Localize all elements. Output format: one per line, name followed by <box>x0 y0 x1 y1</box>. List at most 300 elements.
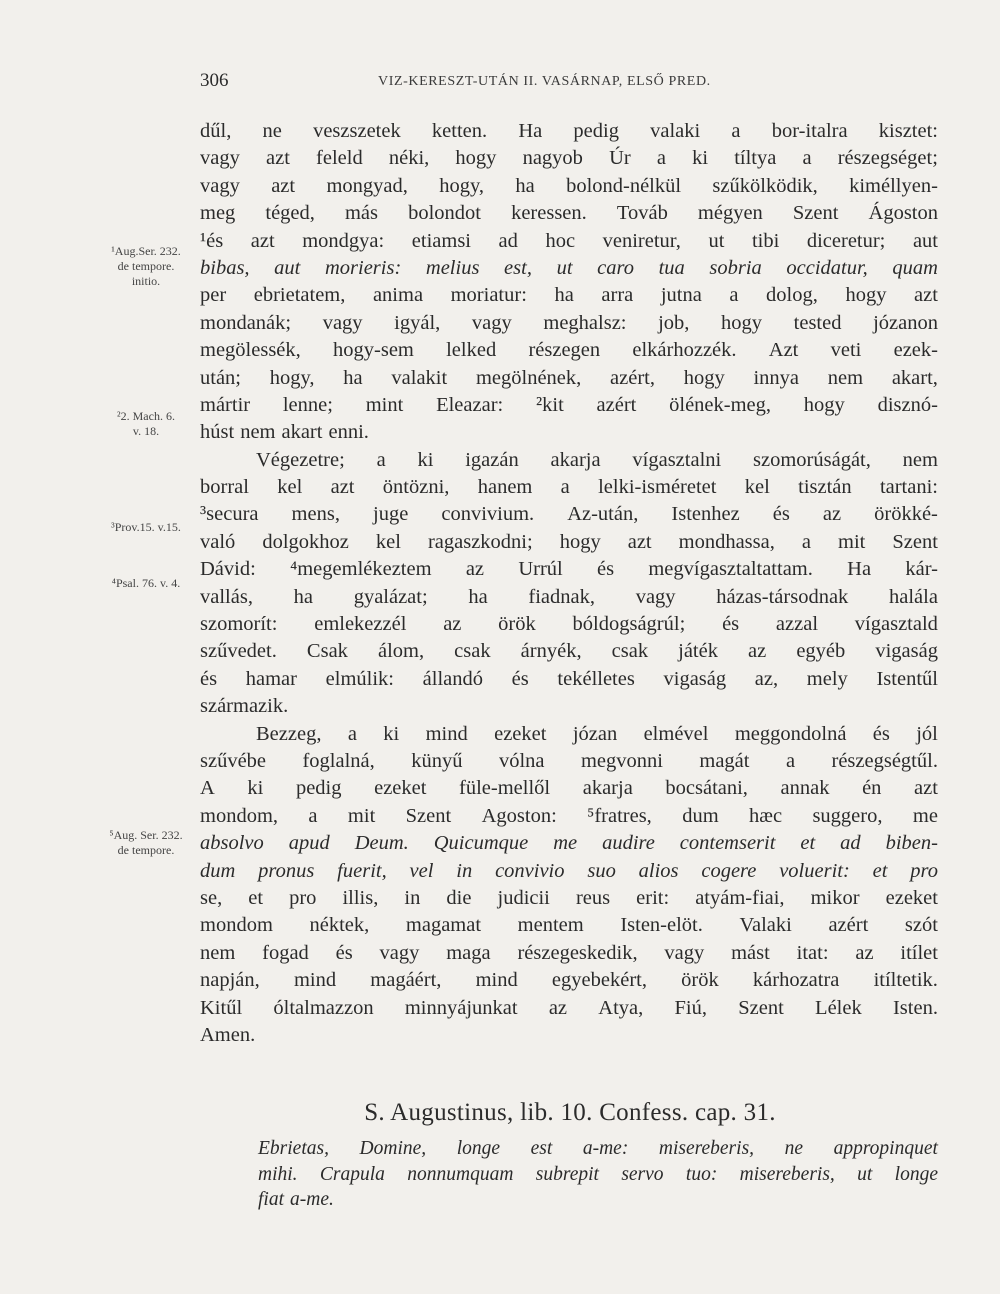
page-header <box>200 70 960 98</box>
word: diceretur; <box>806 229 886 252</box>
word: téged, <box>265 202 315 225</box>
word: Domine, <box>359 1138 427 1159</box>
word: öntözni, <box>382 476 450 499</box>
word: azt <box>271 174 296 197</box>
body-line <box>200 885 938 912</box>
word: a <box>656 147 666 170</box>
word: Lélek <box>815 996 862 1019</box>
word: húst <box>200 421 235 444</box>
body-line <box>200 282 938 309</box>
word: a <box>802 147 812 170</box>
word: ki <box>417 448 434 471</box>
word: füle-mellől <box>459 777 551 800</box>
word: néki, <box>388 147 430 170</box>
word: job, <box>658 311 690 334</box>
body-line <box>200 638 938 665</box>
word: szűkölködik, <box>712 174 818 197</box>
word: magát <box>699 749 750 772</box>
word: lelked <box>446 339 497 362</box>
word: kár- <box>905 558 938 581</box>
word: apud <box>288 832 330 855</box>
word: az <box>748 640 767 663</box>
word: Isten. <box>892 996 938 1019</box>
word: tisztán <box>798 476 852 499</box>
word: mihi. <box>258 1163 298 1185</box>
word: és <box>722 613 740 636</box>
word: ne <box>784 1138 803 1159</box>
word: Bezzeg, <box>256 722 322 745</box>
word: az, <box>754 667 779 690</box>
word: moriatur: <box>450 284 527 307</box>
word: pro <box>910 859 938 882</box>
word: veniretur, <box>602 229 681 252</box>
word: mint <box>365 393 404 416</box>
word: mit <box>347 804 376 827</box>
word: Szent <box>892 530 938 553</box>
word: ut <box>857 1163 873 1185</box>
word: ²kit <box>535 393 564 416</box>
word: ezeket <box>885 886 938 909</box>
word: mongyad, <box>326 174 408 197</box>
word: hogy, <box>269 366 315 389</box>
word: házas-társodnak <box>716 585 849 608</box>
word: való <box>200 530 236 553</box>
word: Azt <box>768 339 799 362</box>
word: mind <box>475 969 518 992</box>
body-line <box>200 529 938 556</box>
word: ezek- <box>893 339 938 362</box>
word: Amen. <box>200 1023 256 1046</box>
word: állandó <box>422 667 483 690</box>
word: Istenhez <box>671 503 740 526</box>
body-line <box>200 419 938 446</box>
word: árnyék, <box>520 640 582 663</box>
word: Istentűl <box>876 667 938 690</box>
word: nem <box>240 421 276 444</box>
word: meggondolná <box>734 722 847 745</box>
word: Ha <box>518 120 543 142</box>
word: vagy <box>322 311 363 334</box>
word: hogy <box>845 284 887 307</box>
word: absolvo <box>200 832 264 855</box>
word: ut <box>708 229 725 252</box>
word: hæc <box>749 804 783 827</box>
word: in <box>456 859 473 882</box>
word: Deum. <box>354 832 409 855</box>
word: igazán <box>465 448 519 471</box>
word: azért, <box>610 366 655 389</box>
word: mondgya: <box>302 229 385 252</box>
word: mást <box>731 941 770 964</box>
body-line <box>200 228 938 255</box>
word: alios <box>638 859 679 882</box>
margin-note-1 <box>92 244 200 289</box>
word: álom, <box>377 640 425 663</box>
word: bibas, <box>200 256 250 279</box>
word: vigaság <box>663 667 727 690</box>
word: occidatur, <box>786 256 868 279</box>
word: szót <box>904 914 938 937</box>
word: lelki-isméretet <box>598 476 717 499</box>
word: az <box>548 996 568 1019</box>
word: lenne; <box>282 393 333 416</box>
word: maga <box>446 941 491 964</box>
word: emlekezzél <box>314 613 407 636</box>
word: szűvedet. <box>200 640 277 663</box>
word: ¹és <box>200 229 224 252</box>
body-line <box>200 255 938 282</box>
margin-note-line: ¹Aug.Ser. 232. <box>111 244 181 258</box>
word: vel <box>409 859 434 882</box>
word: itíltetik. <box>873 969 938 992</box>
word: Valaki <box>739 914 792 937</box>
word: innya <box>753 366 800 389</box>
word: megvonni <box>580 749 663 772</box>
body-line <box>200 474 938 501</box>
word: pedig <box>573 120 619 142</box>
word: ezeket <box>494 722 547 745</box>
word: nonnumquam <box>407 1163 514 1185</box>
word: és <box>772 503 790 526</box>
word: hogy <box>559 530 601 553</box>
word: kel <box>744 476 770 499</box>
word: megölnének, <box>475 366 582 389</box>
body-line <box>200 912 938 939</box>
word: est, <box>504 256 532 279</box>
word: voluerit: <box>779 859 850 882</box>
word: bolondot <box>408 202 481 225</box>
word: feleld <box>316 147 363 170</box>
body-line <box>200 145 938 172</box>
body-line <box>200 1022 938 1049</box>
word: a <box>347 722 357 745</box>
word: egyebekért, <box>551 969 647 992</box>
body-line <box>200 666 938 693</box>
word: Végezetre; <box>256 448 345 471</box>
word: játék <box>678 640 718 663</box>
word: ha <box>343 366 363 389</box>
word: mentem <box>517 914 584 937</box>
word: és <box>200 667 218 690</box>
word: örökké- <box>874 503 938 526</box>
word: akarja <box>550 448 601 471</box>
word: kel <box>375 530 401 553</box>
word: tartani: <box>879 476 938 499</box>
word: az <box>443 613 462 636</box>
word: szomorúságát, <box>753 448 871 471</box>
margin-note-3 <box>92 520 200 535</box>
word: ki <box>383 722 400 745</box>
word: részegségtűl. <box>831 749 938 772</box>
word: azt <box>914 777 938 800</box>
margin-note-line: ³Prov.15. v.15. <box>111 520 181 534</box>
word: aut <box>274 256 301 279</box>
word: ölének-meg, <box>669 393 772 416</box>
word: a <box>801 530 811 553</box>
word: ⁵fratres, <box>587 804 652 827</box>
word: in <box>404 886 421 909</box>
word: die <box>446 886 472 909</box>
word: veti <box>830 339 862 362</box>
source-heading: S. Augustinus, lib. 10. Confess. cap. 31. <box>364 1099 776 1126</box>
body-line <box>200 995 938 1022</box>
word: illis, <box>342 886 379 909</box>
word: a <box>729 284 739 307</box>
margin-note-line: v. 18. <box>132 424 160 438</box>
word: Atya, <box>598 996 644 1019</box>
word: gyalázat; <box>353 585 428 608</box>
word: pedig <box>295 777 342 800</box>
quote-line <box>258 1136 938 1162</box>
word: foglalná, <box>302 749 375 772</box>
word: Csak <box>306 640 348 663</box>
word: vagy <box>200 174 240 197</box>
word: magáért, <box>370 969 442 992</box>
word: meghalsz: <box>543 311 627 334</box>
word: judicii <box>497 886 550 909</box>
word: kiméllyen- <box>849 174 938 197</box>
word: contemserit <box>679 832 776 855</box>
word: hogy <box>683 366 725 389</box>
margin-note-line: de tempore. <box>117 843 175 857</box>
body-line <box>200 310 938 337</box>
body-line <box>200 365 938 392</box>
word: tested <box>793 311 842 334</box>
word: mondom, <box>200 804 279 827</box>
word: azt <box>250 229 275 252</box>
word: mondom <box>200 914 273 937</box>
body-line <box>200 775 938 802</box>
word: morieris: <box>324 256 402 279</box>
word: pro <box>289 886 317 909</box>
body-line <box>200 556 938 583</box>
word: ad <box>498 229 518 252</box>
word: künyű <box>411 749 463 772</box>
body-text <box>200 118 938 1049</box>
margin-note-2 <box>92 409 200 439</box>
word: atyám-fiai, <box>695 886 785 909</box>
word: ki <box>692 147 709 170</box>
word: ki <box>247 777 264 800</box>
word: dűl, <box>200 120 232 142</box>
word: Úr <box>609 147 631 170</box>
word: más <box>344 202 379 225</box>
body-line <box>200 940 938 967</box>
word: Kitűl <box>200 996 243 1019</box>
word: ezeket <box>374 777 427 800</box>
word: dum <box>200 859 236 882</box>
word: audire <box>602 832 655 855</box>
word: longe <box>894 1163 938 1185</box>
word: ragaszkodni; <box>427 530 533 553</box>
word: biben- <box>885 832 938 855</box>
word: hogy <box>721 311 763 334</box>
word: caro <box>597 256 634 279</box>
word: ha <box>293 585 313 608</box>
word: bolond-nélkül <box>566 174 682 197</box>
word: mikor <box>810 886 860 909</box>
word: aut <box>912 229 938 252</box>
word: hogy, <box>439 174 485 197</box>
word: a <box>731 120 741 142</box>
word: szomorít: <box>200 613 278 636</box>
word: Ha <box>847 558 872 581</box>
word: az <box>855 941 874 964</box>
word: mondhassa, <box>678 530 775 553</box>
word: disznó- <box>877 393 938 416</box>
word: tibi <box>751 229 780 252</box>
body-line <box>200 501 938 528</box>
word: vólna <box>498 749 545 772</box>
word: mind <box>425 722 468 745</box>
word: vigaság <box>875 640 938 663</box>
word: a <box>376 448 386 471</box>
body-line <box>200 858 938 885</box>
word: ne <box>262 120 282 142</box>
word: borral <box>200 476 249 499</box>
word: egyéb <box>796 640 846 663</box>
word: a <box>785 749 796 772</box>
word: néktek, <box>309 914 370 937</box>
word: servo <box>621 1163 664 1185</box>
word: és <box>511 667 529 690</box>
word: kárhozatra <box>752 969 840 992</box>
word: Fiú, <box>674 996 707 1019</box>
word: mit <box>838 530 866 553</box>
word: vagy <box>664 941 705 964</box>
word: ⁴megemlékeztem <box>290 558 432 581</box>
word: vagy <box>471 311 512 334</box>
word: longe <box>456 1138 501 1159</box>
margin-note-line: ⁵Aug. Ser. 232. <box>109 828 183 842</box>
word: a <box>308 804 318 827</box>
word: et <box>800 832 816 855</box>
word: magamat <box>405 914 482 937</box>
word: ha <box>515 174 535 197</box>
word: anima <box>372 284 424 307</box>
word: dum <box>682 804 719 827</box>
word: szűvébe <box>200 749 267 772</box>
word: appropinquet <box>833 1138 938 1159</box>
word: Dávid: <box>200 558 256 581</box>
word: napján, <box>200 969 260 992</box>
margin-note-4 <box>92 576 200 591</box>
body-line <box>200 721 938 748</box>
word: hogy-sem <box>333 339 414 362</box>
word: az <box>822 503 842 526</box>
word: se, <box>200 886 223 909</box>
word: részegséget; <box>837 147 938 170</box>
word: a <box>560 476 570 499</box>
word: azt <box>266 147 290 170</box>
page-number: 306 <box>200 70 229 91</box>
word: kel <box>277 476 303 499</box>
word: hoc <box>545 229 576 252</box>
word: mely <box>806 667 848 690</box>
body-line <box>200 337 938 364</box>
word: nem <box>902 448 938 471</box>
quote-line <box>258 1162 938 1188</box>
word: bóldogságrúl; <box>572 613 686 636</box>
body-line <box>200 447 938 474</box>
latin-quote <box>258 1136 938 1213</box>
word: minnyájunkat <box>404 996 518 1019</box>
word: Quicumque <box>433 832 529 855</box>
word: én <box>862 777 882 800</box>
word: Ebrietas, <box>258 1138 329 1159</box>
word: reus <box>575 886 611 909</box>
word: ha <box>554 284 574 307</box>
word: azzal <box>775 613 819 636</box>
word: halála <box>889 585 938 608</box>
word: származik. <box>200 695 289 718</box>
word: vagy <box>379 941 420 964</box>
word: Urrúl <box>518 558 563 581</box>
word: ut <box>556 256 573 279</box>
word: és <box>597 558 615 581</box>
word: elmével <box>643 722 709 745</box>
word: tíltya <box>734 147 777 170</box>
word: fiat <box>258 1189 285 1210</box>
word: ³secura <box>200 503 259 526</box>
word: annak <box>780 777 830 800</box>
margin-note-line: de tempore. <box>117 259 175 273</box>
margin-note-5 <box>92 828 200 858</box>
word: melius <box>425 256 480 279</box>
word: et <box>248 886 264 909</box>
word: fiadnak, <box>528 585 596 608</box>
word: és <box>872 722 890 745</box>
word: tuo: <box>685 1163 718 1185</box>
word: akart <box>281 421 323 444</box>
word: pronus <box>258 859 315 882</box>
word: bocsátani, <box>665 777 748 800</box>
word: veszszetek <box>313 120 401 142</box>
word: tua <box>658 256 685 279</box>
word: megvígasztaltattam. <box>648 558 813 581</box>
body-line <box>200 118 938 145</box>
word: akart, <box>891 366 938 389</box>
word: tekélletes <box>557 667 635 690</box>
word: me <box>912 804 938 827</box>
word: ketten. <box>431 120 488 142</box>
word: suggero, <box>812 804 883 827</box>
word: Isten-elöt. <box>620 914 703 937</box>
word: ha <box>468 585 488 608</box>
word: Crapula <box>319 1163 385 1185</box>
word: kisztet: <box>878 120 938 142</box>
word: Szent <box>738 996 784 1019</box>
word: jól <box>916 722 938 745</box>
word: itílet <box>900 941 938 964</box>
word: mártir <box>200 393 251 416</box>
word: mind <box>293 969 337 992</box>
word: nagyob <box>522 147 583 170</box>
word: convivium. <box>441 503 535 526</box>
word: részegen <box>528 339 601 362</box>
word: hogy <box>455 147 497 170</box>
word: örök <box>681 969 719 992</box>
word: nem <box>200 941 236 964</box>
body-line <box>200 803 938 830</box>
word: Agoston: <box>481 804 557 827</box>
word: etiamsi <box>411 229 471 252</box>
word: me <box>553 832 578 855</box>
word: az <box>465 558 485 581</box>
word: a-me. <box>290 1189 334 1210</box>
word: megölessék, <box>200 339 301 362</box>
word: vígasztalni <box>632 448 722 471</box>
